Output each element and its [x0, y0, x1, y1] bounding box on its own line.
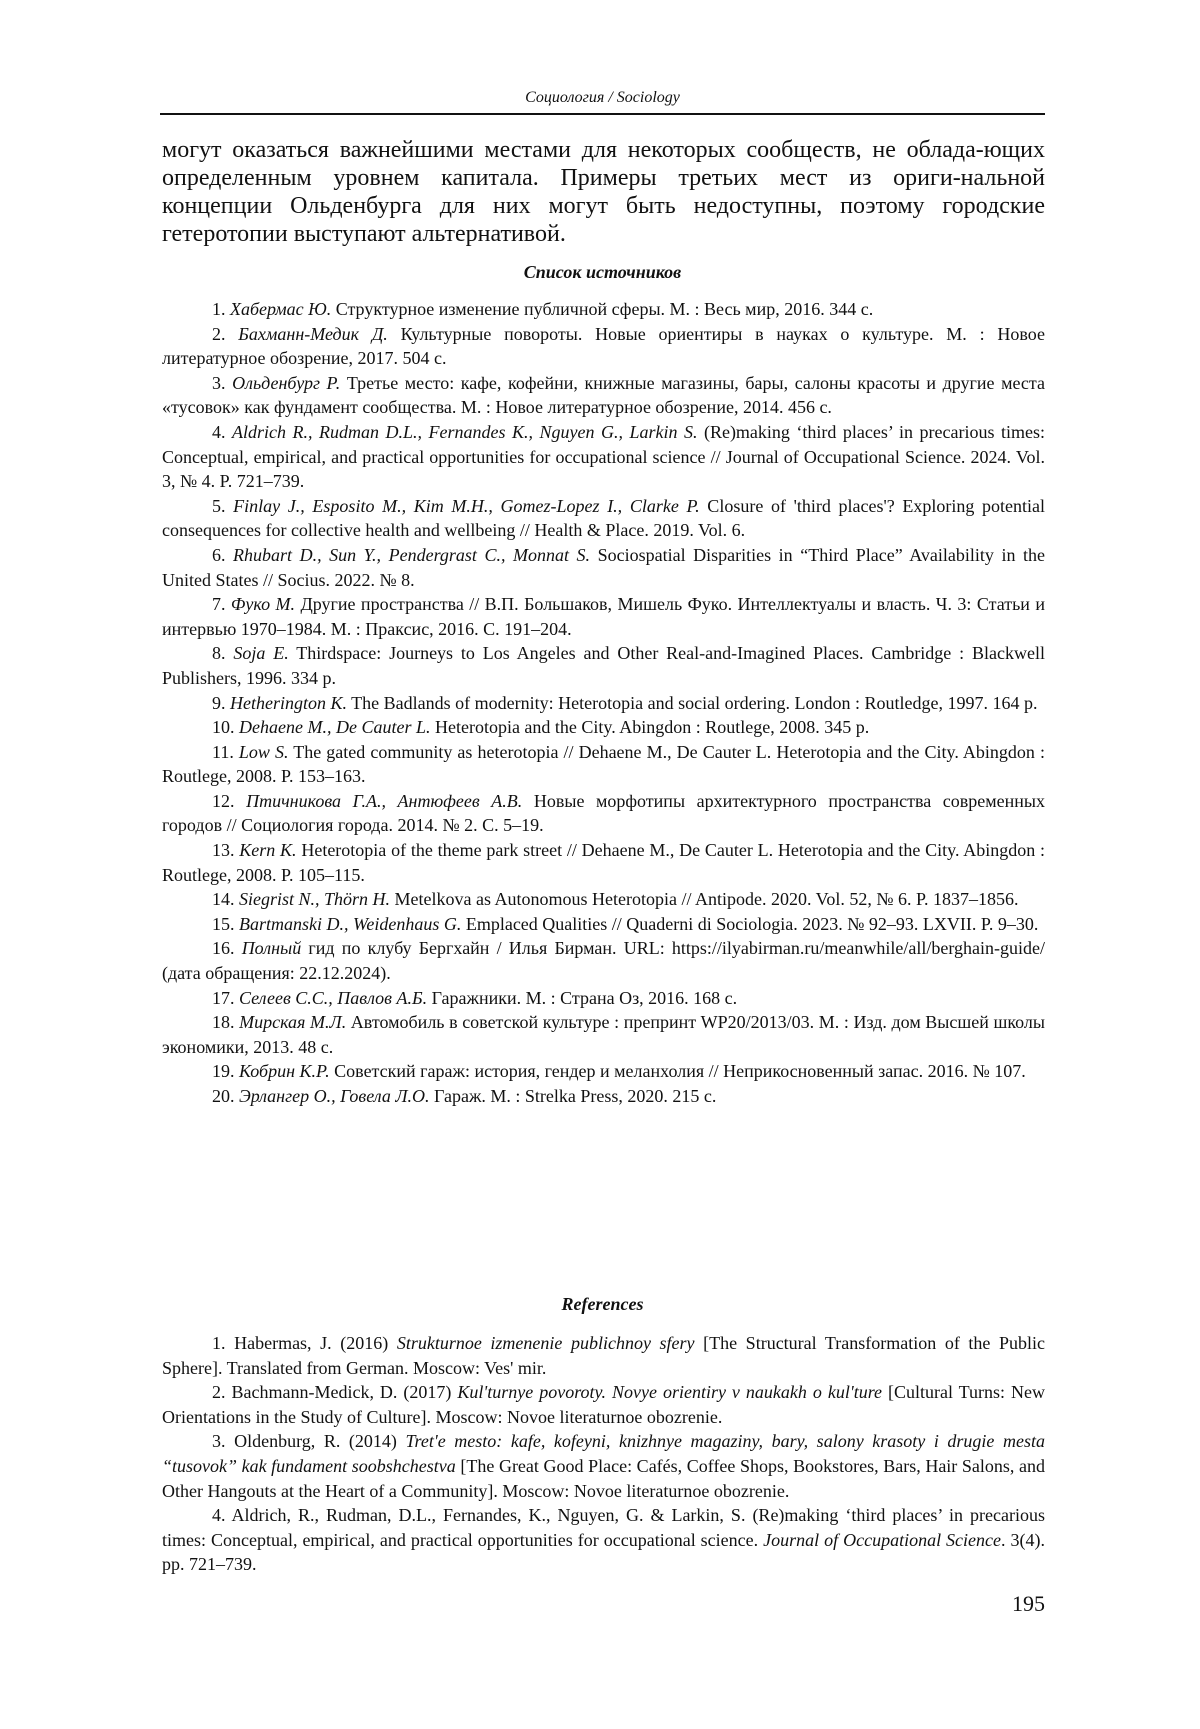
reference-item: 1. Habermas, J. (2016) Strukturnoe izmenenie publichnoy sfery [The Structural Transformation of the Public Sphere]. Translated from German. Moscow: Ves' mir. — [162, 1333, 1046, 1378]
source-item: 7. Фуко М. Другие пространства // В.П. Большаков, Мишель Фуко. Интеллектуалы и власть. Ч. 3: Статьи и интервью 1970–1984. М. : Праксис, 2016. С. 191–204. — [162, 594, 1045, 639]
reference-item: 3. Oldenburg, R. (2014) Tret'e mesto: kafe, kofeyni, knizhnye magaziny, bary, salony krasoty i drugie mesta “tusovok” kak fundament soobshchestva [The Great Good Place: Cafés, Coffee Shops, Bookstores, Bars, Hair Salons, and Other Hangouts at the Heart of a Community]. Moscow: Novoe literaturnoe obozrenie. — [162, 1431, 1045, 1501]
source-item: 17. Селеев С.С., Павлов А.Б. Гаражники. М. : Страна Оз, 2016. 168 с. — [212, 987, 738, 1008]
source-item: 6. Rhubart D., Sun Y., Pendergrast C., Monnat S. Sociospatial Disparities in “Third Place” Availability in the United States // Socius. 2022. № 8. — [162, 544, 1045, 590]
source-item: 2. Бахманн-Медик Д. Культурные повороты. Новые ориентиры в науках о культуре. М. : Новое литературное обозрение, 2017. 504 с. — [162, 323, 1045, 369]
header-divider — [160, 113, 1045, 115]
source-item: 1. Хабермас Ю. Структурное изменение публичной сферы. М. : Весь мир, 2016. 344 с. — [212, 299, 874, 319]
source-item: 16. Полный гид по клубу Бергхайн / Илья Бирман. URL: https://ilyabirman.ru/meanwhile/all/berghain-guide/ (дата обращения: 22.12.2024). — [162, 938, 1045, 984]
source-item: 15. Bartmanski D., Weidenhaus G. Emplaced Qualities // Quaderni di Sociologia. 2023. № 92–93. LXVII. P. 9–30. — [212, 913, 1039, 934]
reference-item: 2. Bachmann-Medick, D. (2017) Kul'turnye povoroty. Novye orientiry v naukakh o kul'ture [Cultural Turns: New Orientations in the Study of Culture]. Moscow: Novoe literaturnoe obozrenie. — [162, 1382, 1045, 1427]
source-item: 18. Мирская М.Л. Автомобиль в советской культуре : препринт WP20/2013/03. М. : Изд. дом Высшей школы экономики, 2013. 48 с. — [162, 1012, 1045, 1057]
source-item: 19. Кобрин К.Р. Советский гараж: история, гендер и меланхолия // Неприкосновенный запас. 2016. № 107. — [212, 1061, 1026, 1082]
source-item: 20. Эрлангер О., Говела Л.О. Гараж. М. : Strelka Press, 2020. 215 с. — [212, 1086, 717, 1106]
source-item: 9. Hetherington K. The Badlands of modernity: Heterotopia and social ordering. London : Routledge, 1997. 164 p. — [212, 692, 1038, 713]
source-item: 13. Kern K. Heterotopia of the theme park street // Dehaene M., De Cauter L. Heterotopia and the City. Abingdon : Routlege, 2008. P. 105–115. — [162, 840, 1046, 885]
source-item: 8. Soja E. Thirdspace: Journeys to Los Angeles and Other Real-and-Imagined Places. Cambridge : Blackwell Publishers, 1996. 334 p. — [162, 643, 1045, 688]
source-item: 4. Aldrich R., Rudman D.L., Fernandes K., Nguyen G., Larkin S. (Re)making ‘third places’ in precarious times: Conceptual, empirical, and practical opportunities for occupational science // Journal of Occupational Science. 2024. Vol. 3, № 4. P. 721–739. — [162, 421, 1045, 492]
body-paragraph: могут оказаться важнейшими местами для некоторых сообществ, не облада-ющих определенным уровнем капитала. Примеры третьих мест из ориги-нальной концепции Ольденбурга для них могут быть недоступны, поэтому городские гетеротопии выступают альтернативой. — [162, 137, 1045, 247]
source-item: 10. Dehaene M., De Cauter L. Heterotopia and the City. Abingdon : Routlege, 2008. 345 p. — [212, 717, 870, 738]
source-item: 14. Siegrist N., Thörn H. Metelkova as Autonomous Heterotopia // Antipode. 2020. Vol. 52, № 6. P. 1837–1856. — [212, 889, 1019, 910]
references-heading: References — [561, 1294, 644, 1314]
source-item: 5. Finlay J., Esposito M., Kim M.H., Gomez-Lopez I., Clarke P. Closure of 'third places'? Exploring potential consequences for collective health and wellbeing // Health & Place. 2019. Vol. 6. — [162, 495, 1045, 541]
source-item: 11. Low S. The gated community as heterotopia // Dehaene M., De Cauter L. Heterotopia and the City. Abingdon : Routlege, 2008. P. 153–163. — [162, 741, 1045, 787]
page-number: 195 — [1012, 1591, 1045, 1616]
sources-heading: Список источников — [523, 262, 682, 282]
references-list — [162, 1331, 1045, 1577]
running-header: Социология / Sociology — [525, 89, 680, 106]
reference-item: 4. Aldrich, R., Rudman, D.L., Fernandes, K., Nguyen, G. & Larkin, S. (Re)making ‘third places’ in precarious times: Conceptual, empirical, and practical opportunities for occupational science. Journal of Occupational Science. 3(4). pp. 721–739. — [162, 1505, 1045, 1575]
sources-list — [162, 297, 1045, 1109]
source-item: 12. Птичникова Г.А., Антюфеев А.В. Новые морфотипы архитектурного пространства современных городов // Социология города. 2014. № 2. С. 5–19. — [162, 790, 1046, 836]
source-item: 3. Ольденбург Р. Третье место: кафе, кофейни, книжные магазины, бары, салоны красоты и другие места «тусовок» как фундамент сообщества. М. : Новое литературное обозрение, 2014. 456 с. — [162, 372, 1046, 418]
